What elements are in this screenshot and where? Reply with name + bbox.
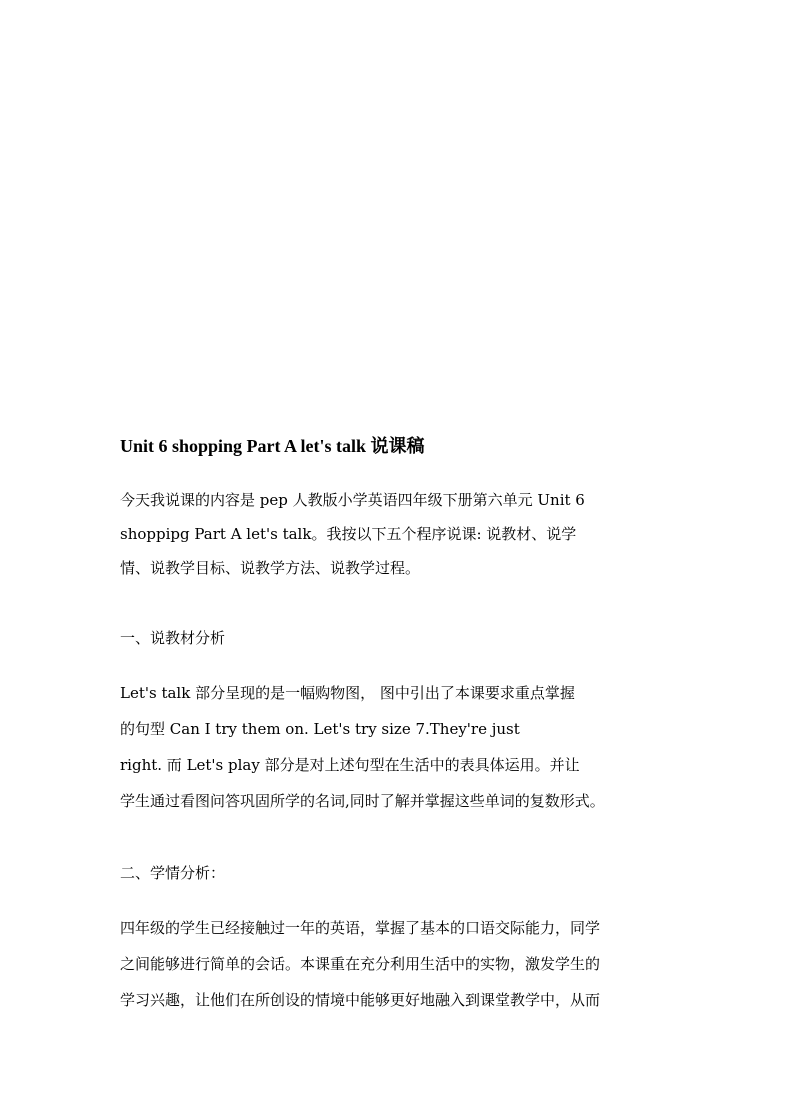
textbook-analysis-paragraph xyxy=(120,681,680,813)
paragraph-line: right. 而 Let's play 部分是对上述句型在生活中的表具体运用。并让 xyxy=(120,756,580,774)
section-heading-text: 一、说教材分析 xyxy=(120,629,226,647)
document-title: Unit 6 shopping Part A let's talk 说课稿 xyxy=(120,436,425,456)
paragraph-line: 学生通过看图问答巩固所学的名词,同时了解并掌握这些单词的复数形式。 xyxy=(120,792,605,810)
section-heading-text: 二、学情分析： xyxy=(120,864,226,882)
section-heading-textbook-analysis xyxy=(120,626,680,650)
student-analysis-paragraph xyxy=(120,916,680,1012)
paragraph-line: 四年级的学生已经接触过一年的英语，掌握了基本的口语交际能力，同学 xyxy=(120,919,601,937)
paragraph-line: shoppipg Part A let's talk。我按以下五个程序说课: 说教材、说学 xyxy=(120,525,577,543)
intro-paragraph xyxy=(120,488,680,580)
paragraph-line: Let's talk 部分呈现的是一幅购物图， 图中引出了本课要求重点掌握 xyxy=(120,684,575,702)
paragraph-line: 之间能够进行简单的会话。本课重在充分利用生活中的实物，激发学生的 xyxy=(120,955,601,973)
paragraph-line: 的句型 Can I try them on. Let's try size 7.They're just xyxy=(120,720,520,738)
paragraph-line: 学习兴趣，让他们在所创设的情境中能够更好地融入到课堂教学中，从而 xyxy=(120,991,601,1009)
section-heading-student-analysis xyxy=(120,861,680,885)
paragraph-line: 情、说教学目标、说教学方法、说教学过程。 xyxy=(120,559,421,577)
paragraph-line: 今天我说课的内容是 pep 人教版小学英语四年级下册第六单元 Unit 6 xyxy=(120,491,585,509)
